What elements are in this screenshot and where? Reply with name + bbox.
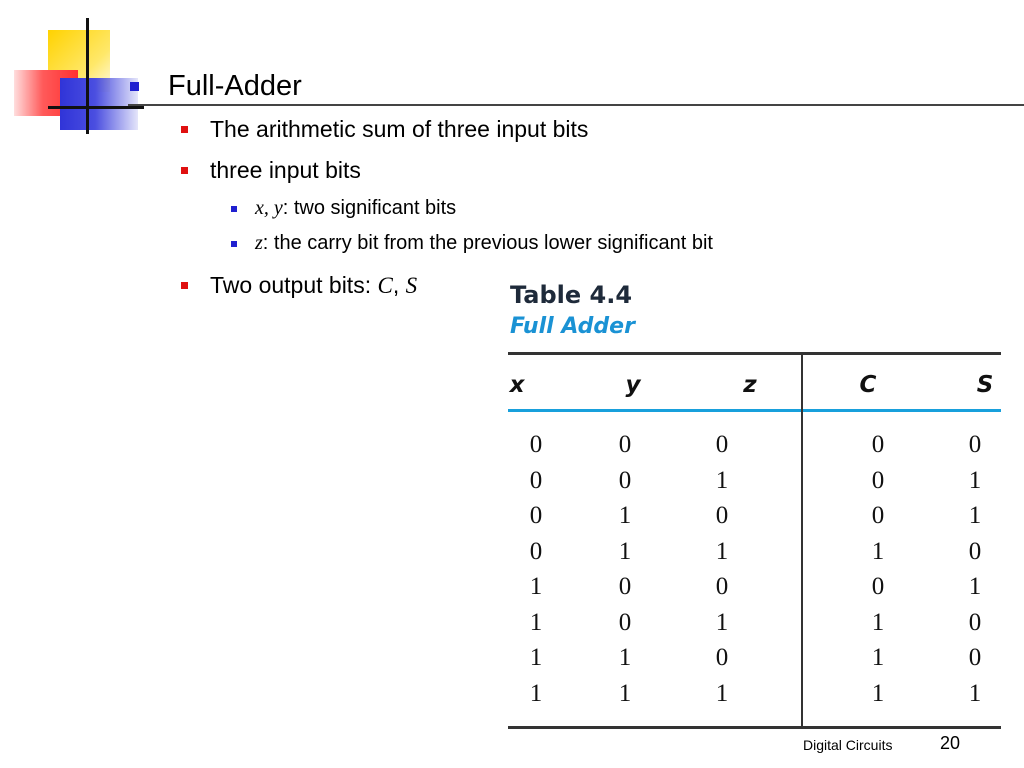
table-cell: 0 [618,431,632,458]
table-cell: 0 [529,466,543,494]
table-cell: 1 [715,679,729,707]
table-cell: 1 [871,608,885,636]
table-cell: 0 [618,466,632,494]
table-cell: 1 [618,537,632,565]
table-header-col-z: z [743,372,757,398]
separator: , [392,272,406,298]
title-underline [128,104,1024,106]
square-bullet-icon [181,282,188,289]
square-bullet-icon [181,126,188,133]
table-cell: 0 [968,537,982,565]
table-header-rule [508,409,1001,412]
table-cell: 0 [529,431,543,458]
table-cell: 1 [968,466,982,494]
bullet-item [181,272,417,299]
slide-title: Full-Adder [168,70,302,102]
table-title: Table 4.4 [510,281,633,309]
variable-c: C [377,273,393,298]
table-cell: 0 [871,466,885,494]
decorative-logo [0,0,150,140]
variable-s: S [405,273,418,298]
table-cell: 0 [715,502,729,529]
horizontal-line-shape [48,106,144,109]
square-bullet-icon [231,241,237,247]
table-cell: 0 [715,644,729,671]
variable-names: x, y [255,197,283,219]
table-cell: 1 [715,608,729,636]
bullet-item [181,157,361,184]
table-cell: 1 [618,502,632,529]
table-divider [801,352,803,726]
table-cell: 0 [871,431,885,458]
sub-bullet-text: : the carry bit from the previous lower significant bit [262,232,713,254]
table-cell: 1 [618,679,632,707]
table-cell: 1 [529,573,543,600]
table-cell: 1 [715,466,729,494]
table-cell: 0 [968,644,982,671]
table-cell: 0 [715,431,729,458]
square-bullet-icon [181,167,188,174]
table-cell: 1 [715,537,729,565]
table-cell: 1 [529,679,543,707]
table-cell: 1 [968,502,982,529]
table-cell: 0 [529,537,543,565]
table-header-col-y: y [625,372,641,398]
table-cell: 1 [968,679,982,707]
square-bullet-icon [130,82,139,91]
bullet-item [181,116,588,143]
table-cell: 1 [871,537,885,565]
table-top-rule [508,352,1001,355]
table-header-col-x: x [509,372,525,398]
table-cell: 0 [871,502,885,529]
table-cell: 0 [618,608,632,636]
bullet-text: three input bits [210,157,361,183]
sub-bullet-item [231,197,456,220]
table-cell: 0 [529,502,543,529]
vertical-line-shape [86,18,89,134]
table-header-col-s: S [976,372,994,398]
table-bottom-rule [508,726,1001,729]
table-header-col-c: C [859,372,877,398]
table-cell: 0 [968,431,982,458]
table-cell: 1 [529,644,543,671]
table-cell: 0 [968,608,982,636]
bullet-text: Two output bits: [210,272,378,298]
bullet-title [130,70,302,103]
table-cell: 1 [968,573,982,600]
table-cell: 1 [618,644,632,671]
bullet-text: The arithmetic sum of three input bits [210,116,589,142]
page-number: 20 [940,733,961,753]
variable-names: z [255,232,263,254]
square-bullet-icon [231,206,237,212]
sub-bullet-item [231,232,713,255]
table-cell: 0 [871,573,885,600]
table-subtitle: Full Adder [510,314,635,339]
table-cell: 0 [715,573,729,600]
blue-square-shape [60,78,138,130]
table-cell: 1 [871,644,885,671]
table-cell: 1 [871,679,885,707]
sub-bullet-text: : two significant bits [282,197,457,219]
footer-text: Digital Circuits [803,737,893,753]
table-cell: 0 [618,573,632,600]
table-cell: 1 [529,608,543,636]
